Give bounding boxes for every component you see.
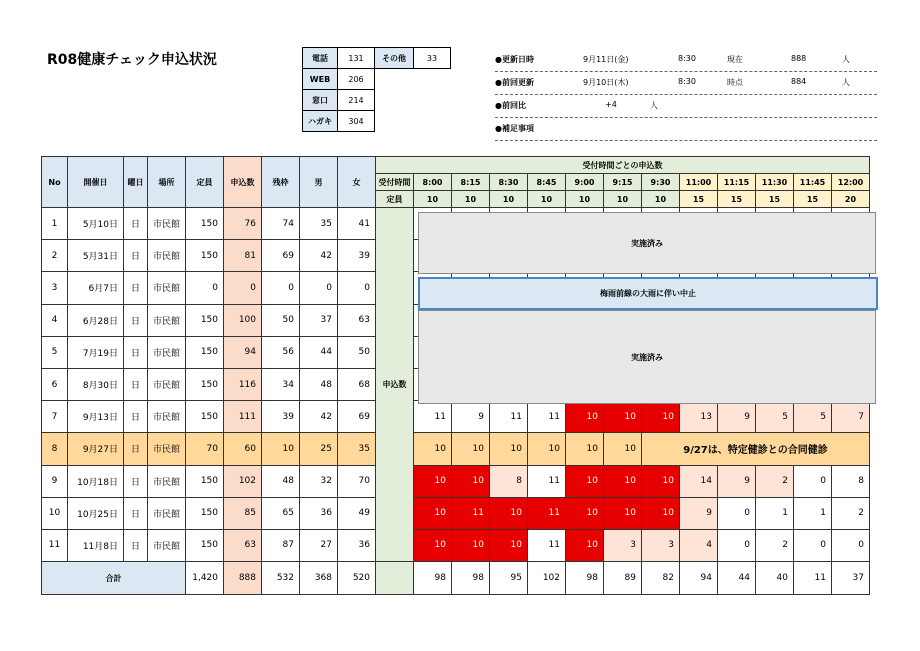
slot-count: 5	[794, 401, 832, 433]
row-female: 39	[338, 240, 376, 272]
table-row	[42, 529, 870, 561]
slot-count: 9	[452, 401, 490, 433]
row-male: 35	[300, 208, 338, 240]
slot-count: 10	[414, 529, 452, 561]
slot-count: 9	[680, 497, 718, 529]
row-applications: 94	[224, 336, 262, 368]
slot-count: 13	[680, 401, 718, 433]
slot-count: 10	[452, 465, 490, 497]
total-female: 520	[338, 562, 376, 595]
slot-count: 10	[566, 529, 604, 561]
slot-count: 10	[604, 401, 642, 433]
row-date: 5月10日	[68, 208, 124, 240]
row-capacity: 150	[186, 401, 224, 433]
channel-value: 304	[338, 111, 375, 132]
header-remaining: 残枠	[262, 157, 300, 208]
row-male: 36	[300, 497, 338, 529]
prev-date: 9月10日(木)	[583, 78, 629, 87]
row-applications: 85	[224, 497, 262, 529]
row-applications: 63	[224, 529, 262, 561]
slot-capacity-label: 定員	[376, 191, 414, 208]
channel-value: 206	[338, 69, 375, 90]
slot-count: 10	[490, 433, 528, 465]
row-capacity: 0	[186, 272, 224, 304]
row-male: 32	[300, 465, 338, 497]
header-date: 開催日	[68, 157, 124, 208]
slot-capacity: 10	[566, 191, 604, 208]
total-slot: 94	[680, 562, 718, 595]
row-remaining: 87	[262, 529, 300, 561]
apply-label: 申込数	[376, 208, 414, 562]
row-date: 11月8日	[68, 529, 124, 561]
row-applications: 111	[224, 401, 262, 433]
row-place: 市民館	[148, 304, 186, 336]
update-date: 9月11日(金)	[583, 55, 629, 64]
row-capacity: 150	[186, 240, 224, 272]
row-date: 10月18日	[68, 465, 124, 497]
row-female: 41	[338, 208, 376, 240]
slot-capacity: 20	[832, 191, 870, 208]
row-no: 11	[42, 529, 68, 561]
row-place: 市民館	[148, 401, 186, 433]
row-no: 4	[42, 304, 68, 336]
row-no: 5	[42, 336, 68, 368]
row-capacity: 70	[186, 433, 224, 465]
slot-count: 10	[528, 433, 566, 465]
time-header: 9:30	[642, 174, 680, 191]
table-row	[42, 401, 870, 433]
row-male: 48	[300, 368, 338, 400]
slot-capacity: 10	[452, 191, 490, 208]
row-remaining: 48	[262, 465, 300, 497]
diff-value: +4	[605, 100, 617, 109]
row-place: 市民館	[148, 240, 186, 272]
total-slot: 11	[794, 562, 832, 595]
point-label: 時点	[727, 78, 743, 87]
slot-count: 10	[566, 465, 604, 497]
current-count: 888	[791, 54, 807, 63]
slot-count: 10	[490, 529, 528, 561]
prev-time: 8:30	[678, 77, 696, 86]
channel-label: ハガキ	[303, 111, 338, 132]
slot-capacity: 10	[490, 191, 528, 208]
slot-count: 5	[756, 401, 794, 433]
total-slot: 98	[452, 562, 490, 595]
slot-count: 3	[604, 529, 642, 561]
slots-title: 受付時間ごとの申込数	[376, 157, 870, 174]
row-dow: 日	[124, 336, 148, 368]
current-label: 現在	[727, 55, 743, 64]
slot-count: 2	[832, 497, 870, 529]
total-slot: 37	[832, 562, 870, 595]
slot-count: 0	[718, 529, 756, 561]
header-no: No	[42, 157, 68, 208]
row-capacity: 150	[186, 529, 224, 561]
cancelled-banner: 梅雨前線の大雨に伴い中止	[418, 277, 878, 310]
header-capacity: 定員	[186, 157, 224, 208]
slot-count: 10	[414, 433, 452, 465]
slot-count: 3	[642, 529, 680, 561]
total-slot: 98	[566, 562, 604, 595]
total-spacer	[376, 562, 414, 595]
slot-count: 10	[604, 465, 642, 497]
joint-checkup-note: 9/27は、特定健診との合同健診	[642, 433, 870, 465]
row-male: 0	[300, 272, 338, 304]
total-apply: 888	[224, 562, 262, 595]
header-place: 場所	[148, 157, 186, 208]
row-remaining: 74	[262, 208, 300, 240]
slot-count: 0	[794, 529, 832, 561]
slot-count: 0	[832, 529, 870, 561]
slot-count: 0	[718, 497, 756, 529]
slot-count: 10	[604, 433, 642, 465]
row-female: 0	[338, 272, 376, 304]
row-remaining: 39	[262, 401, 300, 433]
total-slot: 95	[490, 562, 528, 595]
row-dow: 日	[124, 304, 148, 336]
slot-count: 8	[832, 465, 870, 497]
row-applications: 0	[224, 272, 262, 304]
row-male: 42	[300, 401, 338, 433]
time-header: 12:00	[832, 174, 870, 191]
row-applications: 116	[224, 368, 262, 400]
slot-count: 10	[604, 497, 642, 529]
row-dow: 日	[124, 208, 148, 240]
row-female: 35	[338, 433, 376, 465]
row-place: 市民館	[148, 433, 186, 465]
time-header: 11:30	[756, 174, 794, 191]
channel-value: 33	[414, 48, 451, 69]
row-dow: 日	[124, 465, 148, 497]
row-dow: 日	[124, 368, 148, 400]
slot-capacity: 10	[642, 191, 680, 208]
slot-count: 10	[452, 433, 490, 465]
table-row	[42, 497, 870, 529]
row-date: 10月25日	[68, 497, 124, 529]
row-male: 42	[300, 240, 338, 272]
row-remaining: 56	[262, 336, 300, 368]
channel-label: WEB	[303, 69, 338, 90]
slot-count: 11	[528, 401, 566, 433]
slot-count: 10	[642, 401, 680, 433]
slot-count: 11	[528, 465, 566, 497]
channel-label: 電話	[303, 48, 338, 69]
slot-capacity: 15	[756, 191, 794, 208]
slot-count: 11	[452, 497, 490, 529]
total-slot: 40	[756, 562, 794, 595]
row-no: 7	[42, 401, 68, 433]
slot-count: 0	[794, 465, 832, 497]
row-no: 10	[42, 497, 68, 529]
row-female: 70	[338, 465, 376, 497]
slot-count: 2	[756, 465, 794, 497]
row-date: 9月27日	[68, 433, 124, 465]
total-slot: 89	[604, 562, 642, 595]
slot-capacity: 15	[680, 191, 718, 208]
slot-count: 1	[756, 497, 794, 529]
row-applications: 60	[224, 433, 262, 465]
row-date: 9月13日	[68, 401, 124, 433]
slot-capacity: 15	[794, 191, 832, 208]
prev-count: 884	[791, 77, 807, 86]
completed-banner: 実施済み	[418, 310, 876, 404]
row-date: 7月19日	[68, 336, 124, 368]
row-male: 37	[300, 304, 338, 336]
page-title: R08健康チェック申込状況	[47, 52, 217, 68]
row-applications: 100	[224, 304, 262, 336]
row-place: 市民館	[148, 497, 186, 529]
row-no: 8	[42, 433, 68, 465]
row-male: 25	[300, 433, 338, 465]
row-dow: 日	[124, 433, 148, 465]
row-female: 49	[338, 497, 376, 529]
slot-count: 9	[718, 465, 756, 497]
row-dow: 日	[124, 529, 148, 561]
slot-capacity: 10	[528, 191, 566, 208]
row-place: 市民館	[148, 368, 186, 400]
total-male: 368	[300, 562, 338, 595]
slot-count: 10	[566, 433, 604, 465]
row-female: 36	[338, 529, 376, 561]
slot-count: 11	[490, 401, 528, 433]
row-capacity: 150	[186, 368, 224, 400]
header-female: 女	[338, 157, 376, 208]
time-header: 8:45	[528, 174, 566, 191]
slot-capacity: 10	[604, 191, 642, 208]
slot-count: 10	[642, 497, 680, 529]
slot-count: 10	[452, 529, 490, 561]
time-header: 11:45	[794, 174, 832, 191]
row-remaining: 69	[262, 240, 300, 272]
total-slot: 98	[414, 562, 452, 595]
row-capacity: 150	[186, 497, 224, 529]
slot-count: 2	[756, 529, 794, 561]
slot-count: 10	[414, 497, 452, 529]
row-remaining: 65	[262, 497, 300, 529]
row-place: 市民館	[148, 272, 186, 304]
slot-count: 1	[794, 497, 832, 529]
row-no: 3	[42, 272, 68, 304]
row-no: 6	[42, 368, 68, 400]
time-header: 11:15	[718, 174, 756, 191]
slot-count: 11	[528, 529, 566, 561]
row-female: 50	[338, 336, 376, 368]
row-dow: 日	[124, 497, 148, 529]
row-no: 2	[42, 240, 68, 272]
completed-banner: 実施済み	[418, 212, 876, 274]
row-applications: 76	[224, 208, 262, 240]
row-male: 27	[300, 529, 338, 561]
row-applications: 102	[224, 465, 262, 497]
slot-count: 14	[680, 465, 718, 497]
header-dow: 曜日	[124, 157, 148, 208]
row-no: 1	[42, 208, 68, 240]
time-header: 9:15	[604, 174, 642, 191]
time-header: 11:00	[680, 174, 718, 191]
total-slot: 82	[642, 562, 680, 595]
row-dow: 日	[124, 272, 148, 304]
unit: 人	[842, 55, 850, 64]
slot-capacity: 10	[414, 191, 452, 208]
slot-count: 9	[718, 401, 756, 433]
time-header: 8:00	[414, 174, 452, 191]
table-row	[42, 465, 870, 497]
row-dow: 日	[124, 401, 148, 433]
channel-label: その他	[375, 48, 414, 69]
row-female: 63	[338, 304, 376, 336]
slot-count: 10	[566, 401, 604, 433]
totals-row	[42, 562, 870, 595]
total-slot: 102	[528, 562, 566, 595]
slot-count: 4	[680, 529, 718, 561]
row-capacity: 150	[186, 336, 224, 368]
update-info	[495, 49, 877, 141]
unit: 人	[650, 101, 658, 110]
channel-table	[302, 47, 451, 132]
update-label: ●更新日時	[495, 55, 534, 64]
channel-value: 214	[338, 90, 375, 111]
slot-count: 11	[528, 497, 566, 529]
slot-count: 10	[414, 465, 452, 497]
header-applications: 申込数	[224, 157, 262, 208]
channel-value: 131	[338, 48, 375, 69]
slot-count: 10	[490, 497, 528, 529]
row-date: 5月31日	[68, 240, 124, 272]
row-place: 市民館	[148, 336, 186, 368]
slot-count: 11	[414, 401, 452, 433]
total-slot: 44	[718, 562, 756, 595]
row-date: 6月7日	[68, 272, 124, 304]
time-header: 8:30	[490, 174, 528, 191]
diff-label: ●前回比	[495, 101, 526, 110]
row-capacity: 150	[186, 304, 224, 336]
row-female: 69	[338, 401, 376, 433]
time-header: 8:15	[452, 174, 490, 191]
note-label: ●補足事項	[495, 124, 534, 133]
row-female: 68	[338, 368, 376, 400]
row-place: 市民館	[148, 465, 186, 497]
row-male: 44	[300, 336, 338, 368]
header-male: 男	[300, 157, 338, 208]
row-no: 9	[42, 465, 68, 497]
slot-count: 10	[566, 497, 604, 529]
row-remaining: 34	[262, 368, 300, 400]
time-label: 受付時間	[376, 174, 414, 191]
total-cap: 1,420	[186, 562, 224, 595]
row-remaining: 0	[262, 272, 300, 304]
row-date: 8月30日	[68, 368, 124, 400]
row-date: 6月28日	[68, 304, 124, 336]
row-capacity: 150	[186, 465, 224, 497]
total-label: 合計	[42, 562, 186, 595]
update-time: 8:30	[678, 54, 696, 63]
unit: 人	[842, 78, 850, 87]
table-row	[42, 433, 870, 465]
slot-count: 8	[490, 465, 528, 497]
row-place: 市民館	[148, 529, 186, 561]
row-capacity: 150	[186, 208, 224, 240]
slot-capacity: 15	[718, 191, 756, 208]
slot-count: 7	[832, 401, 870, 433]
total-remain: 532	[262, 562, 300, 595]
row-applications: 81	[224, 240, 262, 272]
row-place: 市民館	[148, 208, 186, 240]
row-remaining: 50	[262, 304, 300, 336]
prev-label: ●前回更新	[495, 78, 534, 87]
slot-count: 10	[642, 465, 680, 497]
channel-label: 窓口	[303, 90, 338, 111]
row-remaining: 10	[262, 433, 300, 465]
row-dow: 日	[124, 240, 148, 272]
time-header: 9:00	[566, 174, 604, 191]
